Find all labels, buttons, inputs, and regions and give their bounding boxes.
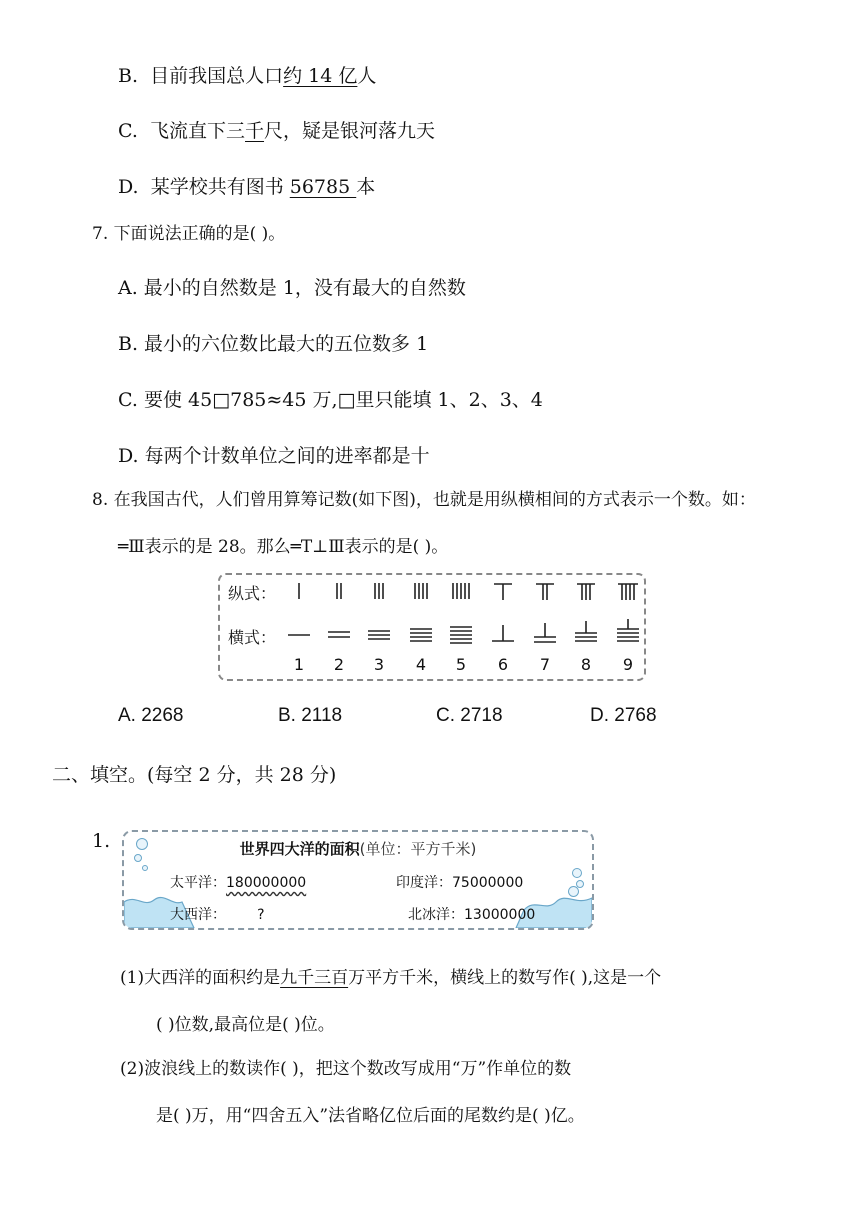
vertical-form-label: 纵式： (228, 584, 277, 603)
sub-question-2-line1: (2)波浪线上的数读作( )，把这个数改写成用“万”作单位的数 (120, 1059, 572, 1079)
q8-answer-b: B. 2118 (278, 705, 343, 726)
q7-option-b: B. 最小的六位数比最大的五位数多 1 (118, 333, 429, 355)
atlantic-row: 大西洋： ? (170, 907, 265, 923)
rod-number-2: 2 (333, 655, 345, 674)
horizontal-rod-9 (617, 619, 639, 641)
q6-option-c: C. 飞流直下三千尺，疑是银河落九天 (118, 120, 436, 142)
counting-rods-figure (220, 575, 644, 655)
q8-answer-a: A. 2268 (118, 705, 184, 726)
ocean-card-title: 世界四大洋的面积(单位：平方千米) (239, 840, 477, 858)
bubble-icon (572, 868, 582, 878)
rod-number-8: 8 (580, 655, 592, 674)
bubble-icon (568, 886, 579, 897)
arctic-row: 北冰洋：13000000 (408, 907, 536, 923)
vertical-rod-5 (453, 583, 469, 599)
q7-option-c: C. 要使 45□785≈45 万,□里只能填 1、2、3、4 (118, 389, 543, 411)
vertical-rod-6 (494, 584, 512, 600)
q6-option-b: B. 目前我国总人口约 14 亿人 (118, 65, 377, 87)
pacific-row: 太平洋：180000000 (170, 875, 307, 891)
vertical-rod-2 (337, 583, 341, 599)
sub-question-1-line2: ( )位数,最高位是( )位。 (156, 1015, 335, 1035)
atlantic-value: ? (257, 907, 265, 923)
rod-number-9: 9 (622, 655, 634, 674)
horizontal-rod-4 (410, 629, 432, 641)
q7-stem: 7. 下面说法正确的是( )。 (92, 224, 286, 244)
q8-answer-d: D. 2768 (590, 705, 657, 726)
vertical-rod-9 (618, 584, 638, 600)
pacific-value: 180000000 (226, 875, 307, 891)
counting-rods-table (218, 573, 646, 681)
rod-number-1: 1 (293, 655, 305, 674)
horizontal-form-label: 横式： (228, 628, 277, 647)
section-2-title: 二、填空。(每空 2 分，共 28 分) (52, 764, 337, 786)
horizontal-rod-6 (492, 625, 514, 641)
horizontal-rod-5 (450, 627, 472, 643)
sub-question-1-line1: (1)大西洋的面积约是九千三百万平方千米，横线上的数写作( ),这是一个 (120, 968, 662, 988)
q8-answer-c: C. 2718 (436, 705, 503, 726)
horizontal-rod-7 (534, 623, 556, 642)
horizontal-rod-8 (575, 621, 597, 641)
vertical-rod-7 (536, 584, 554, 600)
problem-1-number: 1. (92, 830, 111, 852)
sub-question-2-line2: 是( )万，用“四舍五入”法省略亿位后面的尾数约是( )亿。 (156, 1106, 585, 1126)
rod-number-3: 3 (373, 655, 385, 674)
q6-option-d: D. 某学校共有图书 56785 本 (118, 176, 376, 198)
q8-stem-line1: 8. 在我国古代，人们曾用算筹记数(如下图)，也就是用纵横相间的方式表示一个数。如： (92, 490, 756, 510)
rod-number-4: 4 (415, 655, 427, 674)
q7-option-d: D. 每两个计数单位之间的进率都是十 (118, 445, 430, 467)
rod-number-6: 6 (497, 655, 509, 674)
bubble-icon (142, 865, 148, 871)
rod-number-7: 7 (539, 655, 551, 674)
q8-stem-line2: ═Ⅲ表示的是 28。那么═T⊥Ⅲ表示的是( )。 (118, 537, 449, 557)
horizontal-rod-2 (328, 632, 350, 637)
vertical-rod-8 (577, 584, 595, 600)
horizontal-rod-3 (368, 631, 390, 639)
indian-row: 印度洋：75000000 (396, 875, 524, 891)
rod-number-5: 5 (455, 655, 467, 674)
vertical-rod-4 (415, 583, 427, 599)
vertical-rod-3 (375, 583, 383, 599)
ocean-area-card (122, 830, 594, 930)
q7-option-a: A. 最小的自然数是 1，没有最大的自然数 (118, 277, 466, 299)
